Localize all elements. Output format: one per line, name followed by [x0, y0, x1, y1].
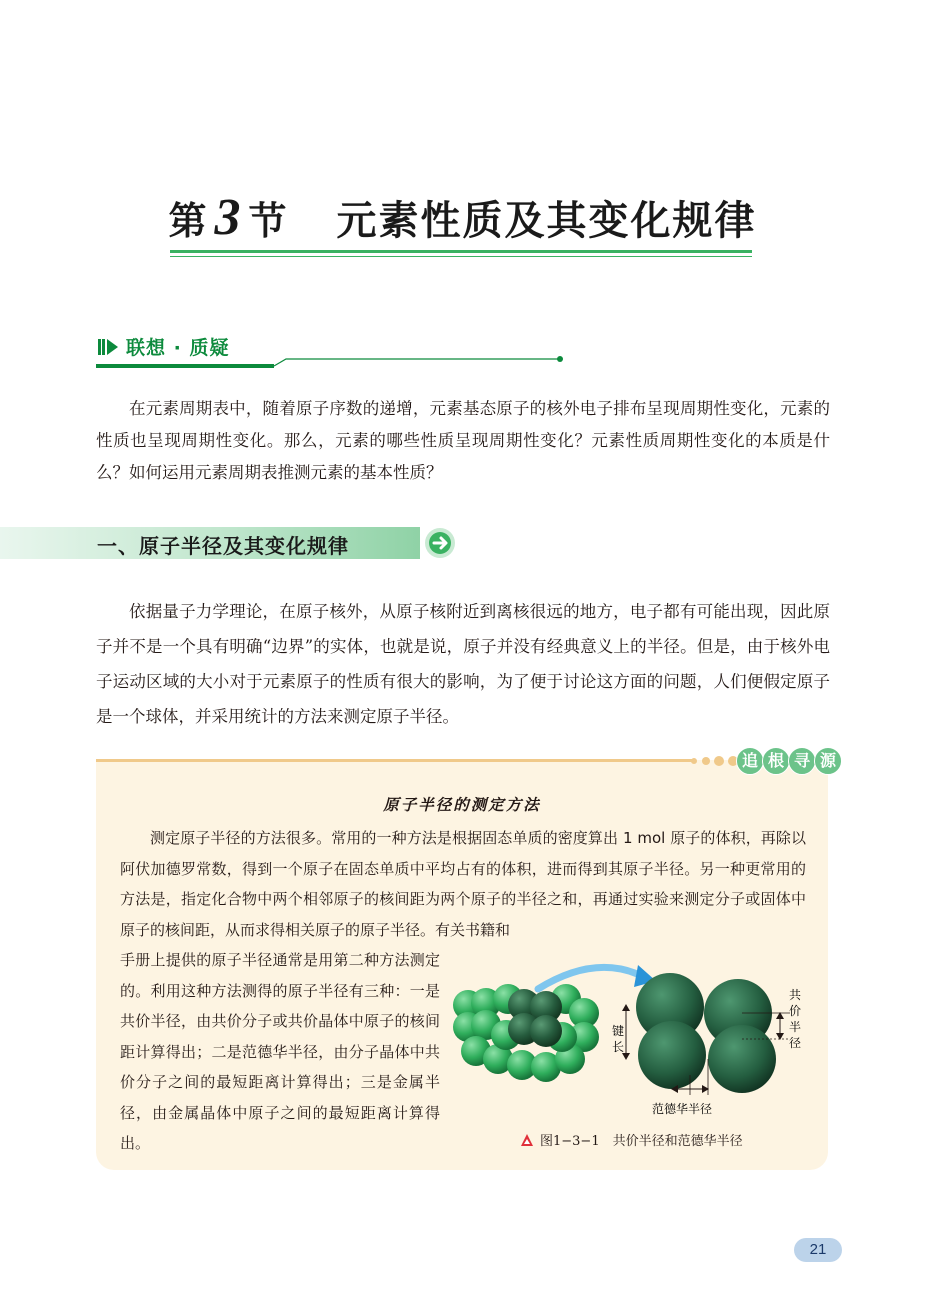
atom-radius-figure	[446, 955, 816, 1125]
badge-char: 寻	[788, 747, 816, 775]
badge-char: 根	[762, 747, 790, 775]
figure-caption-text: 图1−3−1 共价半径和范德华半径	[540, 1134, 743, 1149]
title-rule-thin	[170, 256, 752, 257]
chapter-title-text: 元素性质及其变化规律	[336, 197, 757, 244]
label-covalent-4: 径	[789, 1036, 802, 1050]
badge-char: 源	[814, 747, 842, 775]
label-covalent-3: 半	[789, 1020, 802, 1034]
section-one-paragraph: 依据量子力学理论，在原子核外，从原子核附近到离核很远的地方，电子都有可能出现，因此原子并不是一个具有明确“边界”的实体，也就是说，原子并没有经典意义上的半径。但是，由于核外电子运动区域的大小对于元素原子的性质有很大的影响，为了便于讨论这方面的问题，人们便假定原子是一个球体，并采用统计的方法来测定原子半径。	[96, 602, 830, 726]
section-label-prefix: 第	[168, 198, 209, 243]
heading-underline	[96, 356, 576, 370]
molecule-pair	[636, 973, 776, 1093]
play-icon	[97, 336, 119, 358]
info-box-paragraph: 测定原子半径的方法很多。常用的一种方法是根据固态单质的密度算出 1 mol 原子的体积，再除以阿伏加德罗常数，得到一个原子在固态单质中平均占有的体积，进而得到其原子半径。另一种更常用的方法是，指定化合物中两个相邻原子的核间距为两个原子的半径之和，再通过实验来测定分子或固体中原子的核间距，从而求得相关原子的原子半径。有关书籍和	[120, 829, 806, 939]
triangle-icon	[520, 1133, 534, 1147]
label-bond-1: 键	[612, 1024, 625, 1038]
section-label-suffix: 节	[248, 198, 289, 243]
info-box-paragraph-continued: 手册上提供的原子半径通常是用第二种方法测定的。利用这种方法测得的原子半径有三种：一是共价半径，由共价分子或共价晶体中原子的核间距计算得出；二是范德华半径，由分子晶体中共价分子之间的最短距离计算得出；三是金属半径，由金属晶体中原子之间的最短距离计算得出。	[120, 951, 440, 1152]
label-bond-2: 长	[612, 1040, 625, 1054]
association-paragraph: 在元素周期表中，随着原子序数的递增，元素基态原子的核外电子排布呈现周期性变化，元素的性质也呈现周期性变化。那么，元素的哪些性质呈现周期性变化？元素性质周期性变化的本质是什么？如何运用元素周期表推测元素的基本性质？	[96, 399, 830, 482]
label-covalent-2: 价	[789, 1004, 802, 1018]
info-box-title: 原子半径的测定方法	[383, 795, 541, 814]
section-number: 3	[214, 189, 243, 246]
page-number: 21	[794, 1238, 842, 1262]
title-rule	[170, 250, 752, 253]
chapter-title	[0, 188, 925, 247]
badge-char: 追	[736, 747, 764, 775]
label-covalent-1: 共	[789, 988, 802, 1002]
arrow-right-icon	[424, 527, 456, 559]
label-vdw: 范德华半径	[652, 1102, 713, 1116]
association-heading: 联想 · 质疑	[126, 337, 230, 359]
figure-caption	[520, 1130, 743, 1149]
crystal-lattice	[453, 984, 599, 1082]
info-box-topline	[96, 759, 696, 762]
section-one-title: 一、原子半径及其变化规律	[97, 534, 349, 558]
